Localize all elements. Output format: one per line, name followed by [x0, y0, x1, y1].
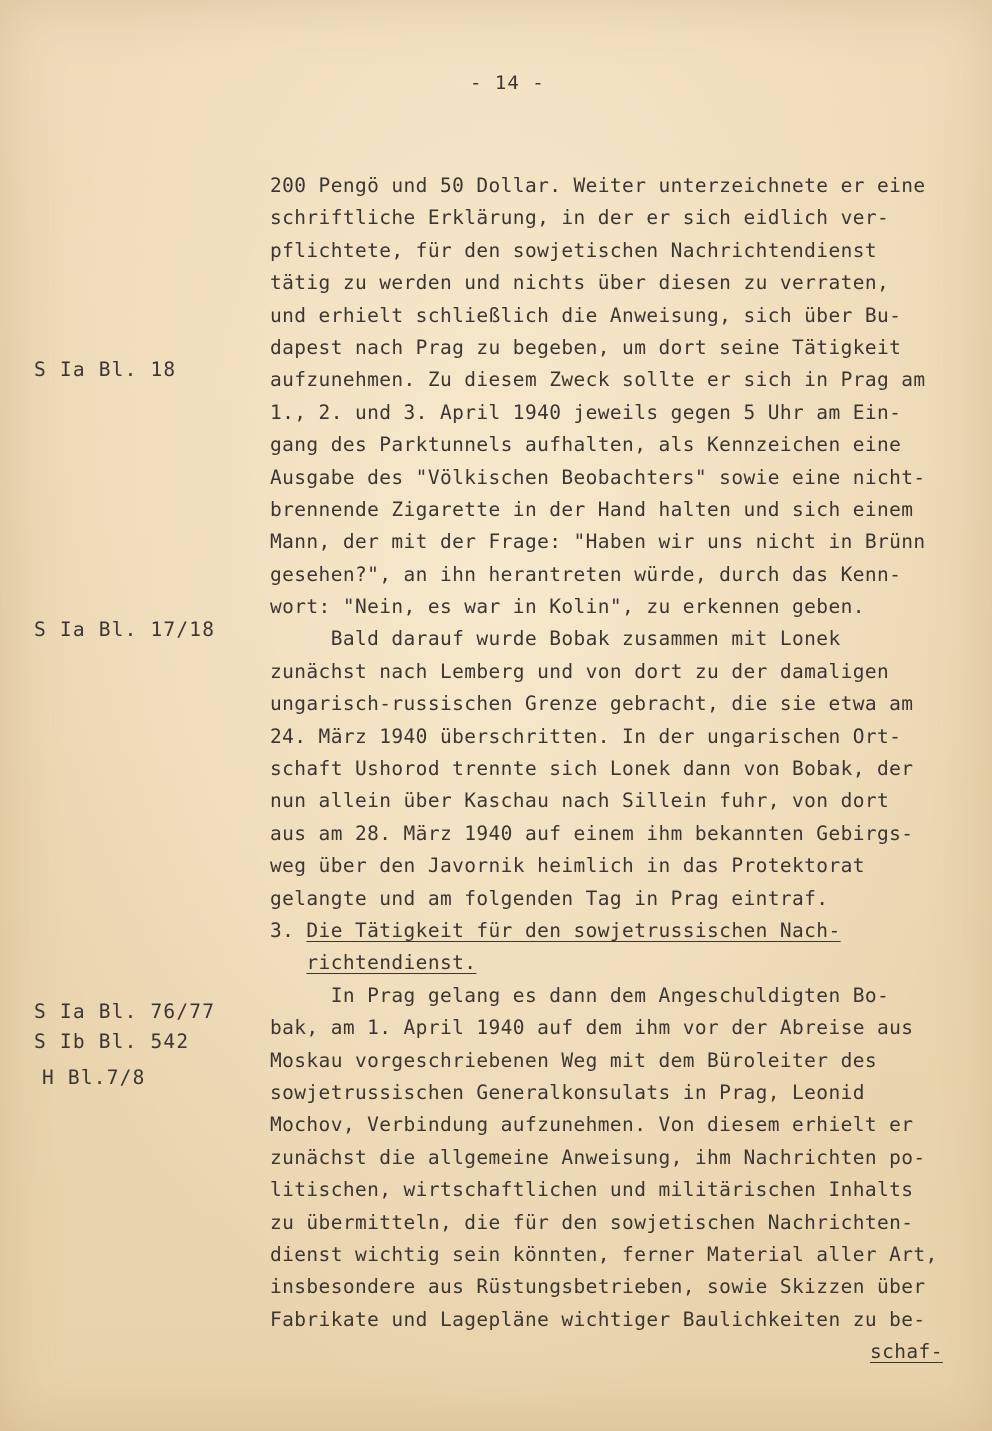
text-line: In Prag gelang es dann dem Angeschuldigten Bo-: [270, 983, 890, 1007]
text-line: litischen, wirtschaftlichen und militärischen Inhalts: [270, 1178, 914, 1202]
text-line: wort: "Nein, es war in Kolin", zu erkennen geben.: [270, 595, 865, 619]
text-line: pflichtete, für den sowjetischen Nachrichtendienst: [270, 238, 877, 262]
text-line: und erhielt schließlich die Anweisung, sich über Bu-: [270, 303, 902, 327]
margin-ref: H Bl.7/8: [42, 1066, 146, 1089]
text-line: ungarisch-russischen Grenze gebracht, die sie etwa am: [270, 692, 914, 716]
text-line: sowjetrussischen Generalkonsulats in Prag, Leonid: [270, 1080, 865, 1104]
section-title-line2: richtendienst.: [306, 951, 477, 975]
text-line: schriftliche Erklärung, in der er sich eidlich ver-: [270, 206, 890, 230]
text-line: gelangte und am folgenden Tag in Prag eintraf.: [270, 886, 829, 910]
page-number: - 14 -: [470, 72, 545, 94]
text-line: aus am 28. März 1940 auf einem ihm bekannten Gebirgs-: [270, 821, 914, 845]
text-line: gesehen?", an ihn herantreten würde, durch das Kenn-: [270, 562, 902, 586]
text-line: zunächst die allgemeine Anweisung, ihm Nachrichten po-: [270, 1145, 926, 1169]
text-line: 200 Pengö und 50 Dollar. Weiter unterzeichnete er eine: [270, 174, 926, 197]
text-line: Bald darauf wurde Bobak zusammen mit Lonek: [270, 627, 841, 651]
margin-ref: S Ia Bl. 17/18: [34, 618, 216, 641]
text-line: 1., 2. und 3. April 1940 jeweils gegen 5 Uhr am Ein-: [270, 400, 902, 424]
catchword-text: schaf-: [870, 1340, 943, 1364]
text-line: weg über den Javornik heimlich in das Protektorat: [270, 854, 865, 878]
margin-ref: S Ia Bl. 18: [34, 358, 177, 381]
text-line: dienst wichtig sein könnten, ferner Material aller Art,: [270, 1242, 938, 1266]
text-line: brennende Zigarette in der Hand halten und sich einem: [270, 497, 914, 521]
text-line: zunächst nach Lemberg und von dort zu der damaligen: [270, 659, 890, 683]
margin-references: [0, 0, 260, 1431]
text-line: tätig zu werden und nichts über diesen zu verraten,: [270, 271, 890, 295]
margin-ref: S Ib Bl. 542: [34, 1030, 190, 1053]
margin-ref: S Ia Bl. 76/77: [34, 1000, 216, 1023]
text-line: Mochov, Verbindung aufzunehmen. Von diesem erhielt er: [270, 1113, 914, 1137]
text-line: zu übermitteln, die für den sowjetischen Nachrichten-: [270, 1210, 914, 1234]
section-title-line1: Die Tätigkeit für den sowjetrussischen Nach-: [306, 918, 841, 942]
section-heading: [270, 915, 970, 947]
text-line: 24. März 1940 überschritten. In der ungarischen Ort-: [270, 724, 902, 748]
body-text: [270, 170, 970, 1368]
text-line: schaft Ushorod trennte sich Lonek dann von Bobak, der: [270, 757, 914, 781]
section-number: 3.: [270, 918, 295, 942]
text-line: aufzunehmen. Zu diesem Zweck sollte er sich in Prag am: [270, 368, 926, 392]
text-line: bak, am 1. April 1940 auf dem ihm vor der Abreise aus: [270, 1016, 914, 1040]
text-line: Moskau vorgeschriebenen Weg mit dem Büroleiter des: [270, 1048, 877, 1072]
text-line: gang des Parktunnels aufhalten, als Kennzeichen eine: [270, 433, 902, 457]
text-line: Ausgabe des "Völkischen Beobachters" sowie eine nicht-: [270, 465, 926, 489]
section-heading-cont: [270, 947, 970, 979]
text-line: nun allein über Kaschau nach Sillein fuhr, von dort: [270, 789, 890, 813]
text-line: Mann, der mit der Frage: "Haben wir uns nicht in Brünn: [270, 530, 926, 554]
text-line: dapest nach Prag zu begeben, um dort seine Tätigkeit: [270, 335, 902, 359]
text-line: insbesondere aus Rüstungsbetrieben, sowie Skizzen über: [270, 1275, 926, 1299]
text-line: Fabrikate und Lagepläne wichtiger Baulichkeiten zu be-: [270, 1307, 926, 1331]
catchword: [270, 1336, 970, 1368]
